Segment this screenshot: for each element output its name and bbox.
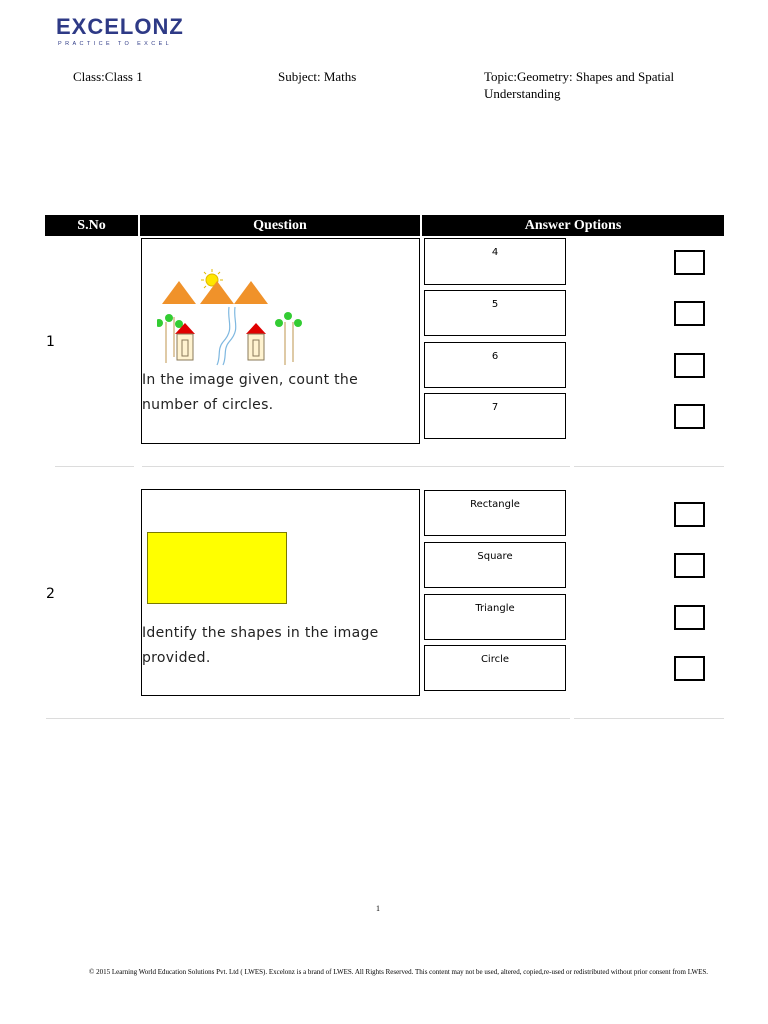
row-divider [46, 718, 570, 719]
row-2-sno: 2 [46, 586, 55, 602]
row-2-checkbox-4[interactable] [674, 656, 705, 681]
row-1-sno: 1 [46, 334, 55, 350]
row-2-option-3[interactable]: Triangle [424, 594, 566, 640]
row-1-checkbox-2[interactable] [674, 301, 705, 326]
topic-label [484, 68, 724, 102]
page-number: 1 [376, 904, 380, 913]
row-2-option-1[interactable]: Rectangle [424, 490, 566, 536]
class-label: Class:Class 1 [73, 69, 143, 84]
row-divider [55, 466, 134, 467]
subject-label: Subject: Maths [278, 69, 357, 84]
row-divider [142, 466, 570, 467]
row-2-option-2[interactable]: Square [424, 542, 566, 588]
row-2-checkbox-2[interactable] [674, 553, 705, 578]
row-1-option-4[interactable]: 7 [424, 393, 566, 439]
row-1-option-3[interactable]: 6 [424, 342, 566, 388]
row-2-checkbox-3[interactable] [674, 605, 705, 630]
landscape-image [157, 267, 327, 367]
row-1-option-2[interactable]: 5 [424, 290, 566, 336]
row-divider [574, 466, 724, 467]
excelonz-logo [56, 14, 186, 46]
yellow-rectangle-image [147, 532, 287, 604]
row-2-question-cell [141, 489, 420, 696]
row-1-checkbox-4[interactable] [674, 404, 705, 429]
river [217, 307, 236, 365]
row-divider [574, 718, 724, 719]
logo-text: EXCELONZ [56, 14, 184, 39]
row-1-checkbox-1[interactable] [674, 250, 705, 275]
row-2-option-4[interactable]: Circle [424, 645, 566, 691]
row-1-checkbox-3[interactable] [674, 353, 705, 378]
mountains [162, 281, 268, 304]
topic-line-2: Understanding [484, 86, 561, 101]
row-2-question-text: Identify the shapes in the image provided. [142, 625, 379, 666]
row-1-option-1[interactable]: 4 [424, 238, 566, 285]
row-1-question-text: In the image given, count the number of circles. [142, 372, 359, 413]
house-left [175, 323, 195, 360]
header-sno: S.No [45, 215, 138, 236]
copyright-notice: © 2015 Learning World Education Solutions Pvt. Ltd ( LWES). Excelonz is a brand of LWES. All Rights Reserved. This content may not be used, altered, copied,re-used or redistributed without prior consent from LWES. [89, 968, 709, 976]
right-trees [275, 312, 302, 365]
topic-line-1: Topic:Geometry: Shapes and Spatial [484, 69, 675, 84]
logo-tagline: PRACTICE TO EXCEL [58, 41, 173, 47]
header-question: Question [140, 215, 420, 236]
row-1-question-cell [141, 238, 420, 444]
house-right [246, 323, 266, 360]
row-2-checkbox-1[interactable] [674, 502, 705, 527]
header-answer-options: Answer Options [422, 215, 724, 236]
